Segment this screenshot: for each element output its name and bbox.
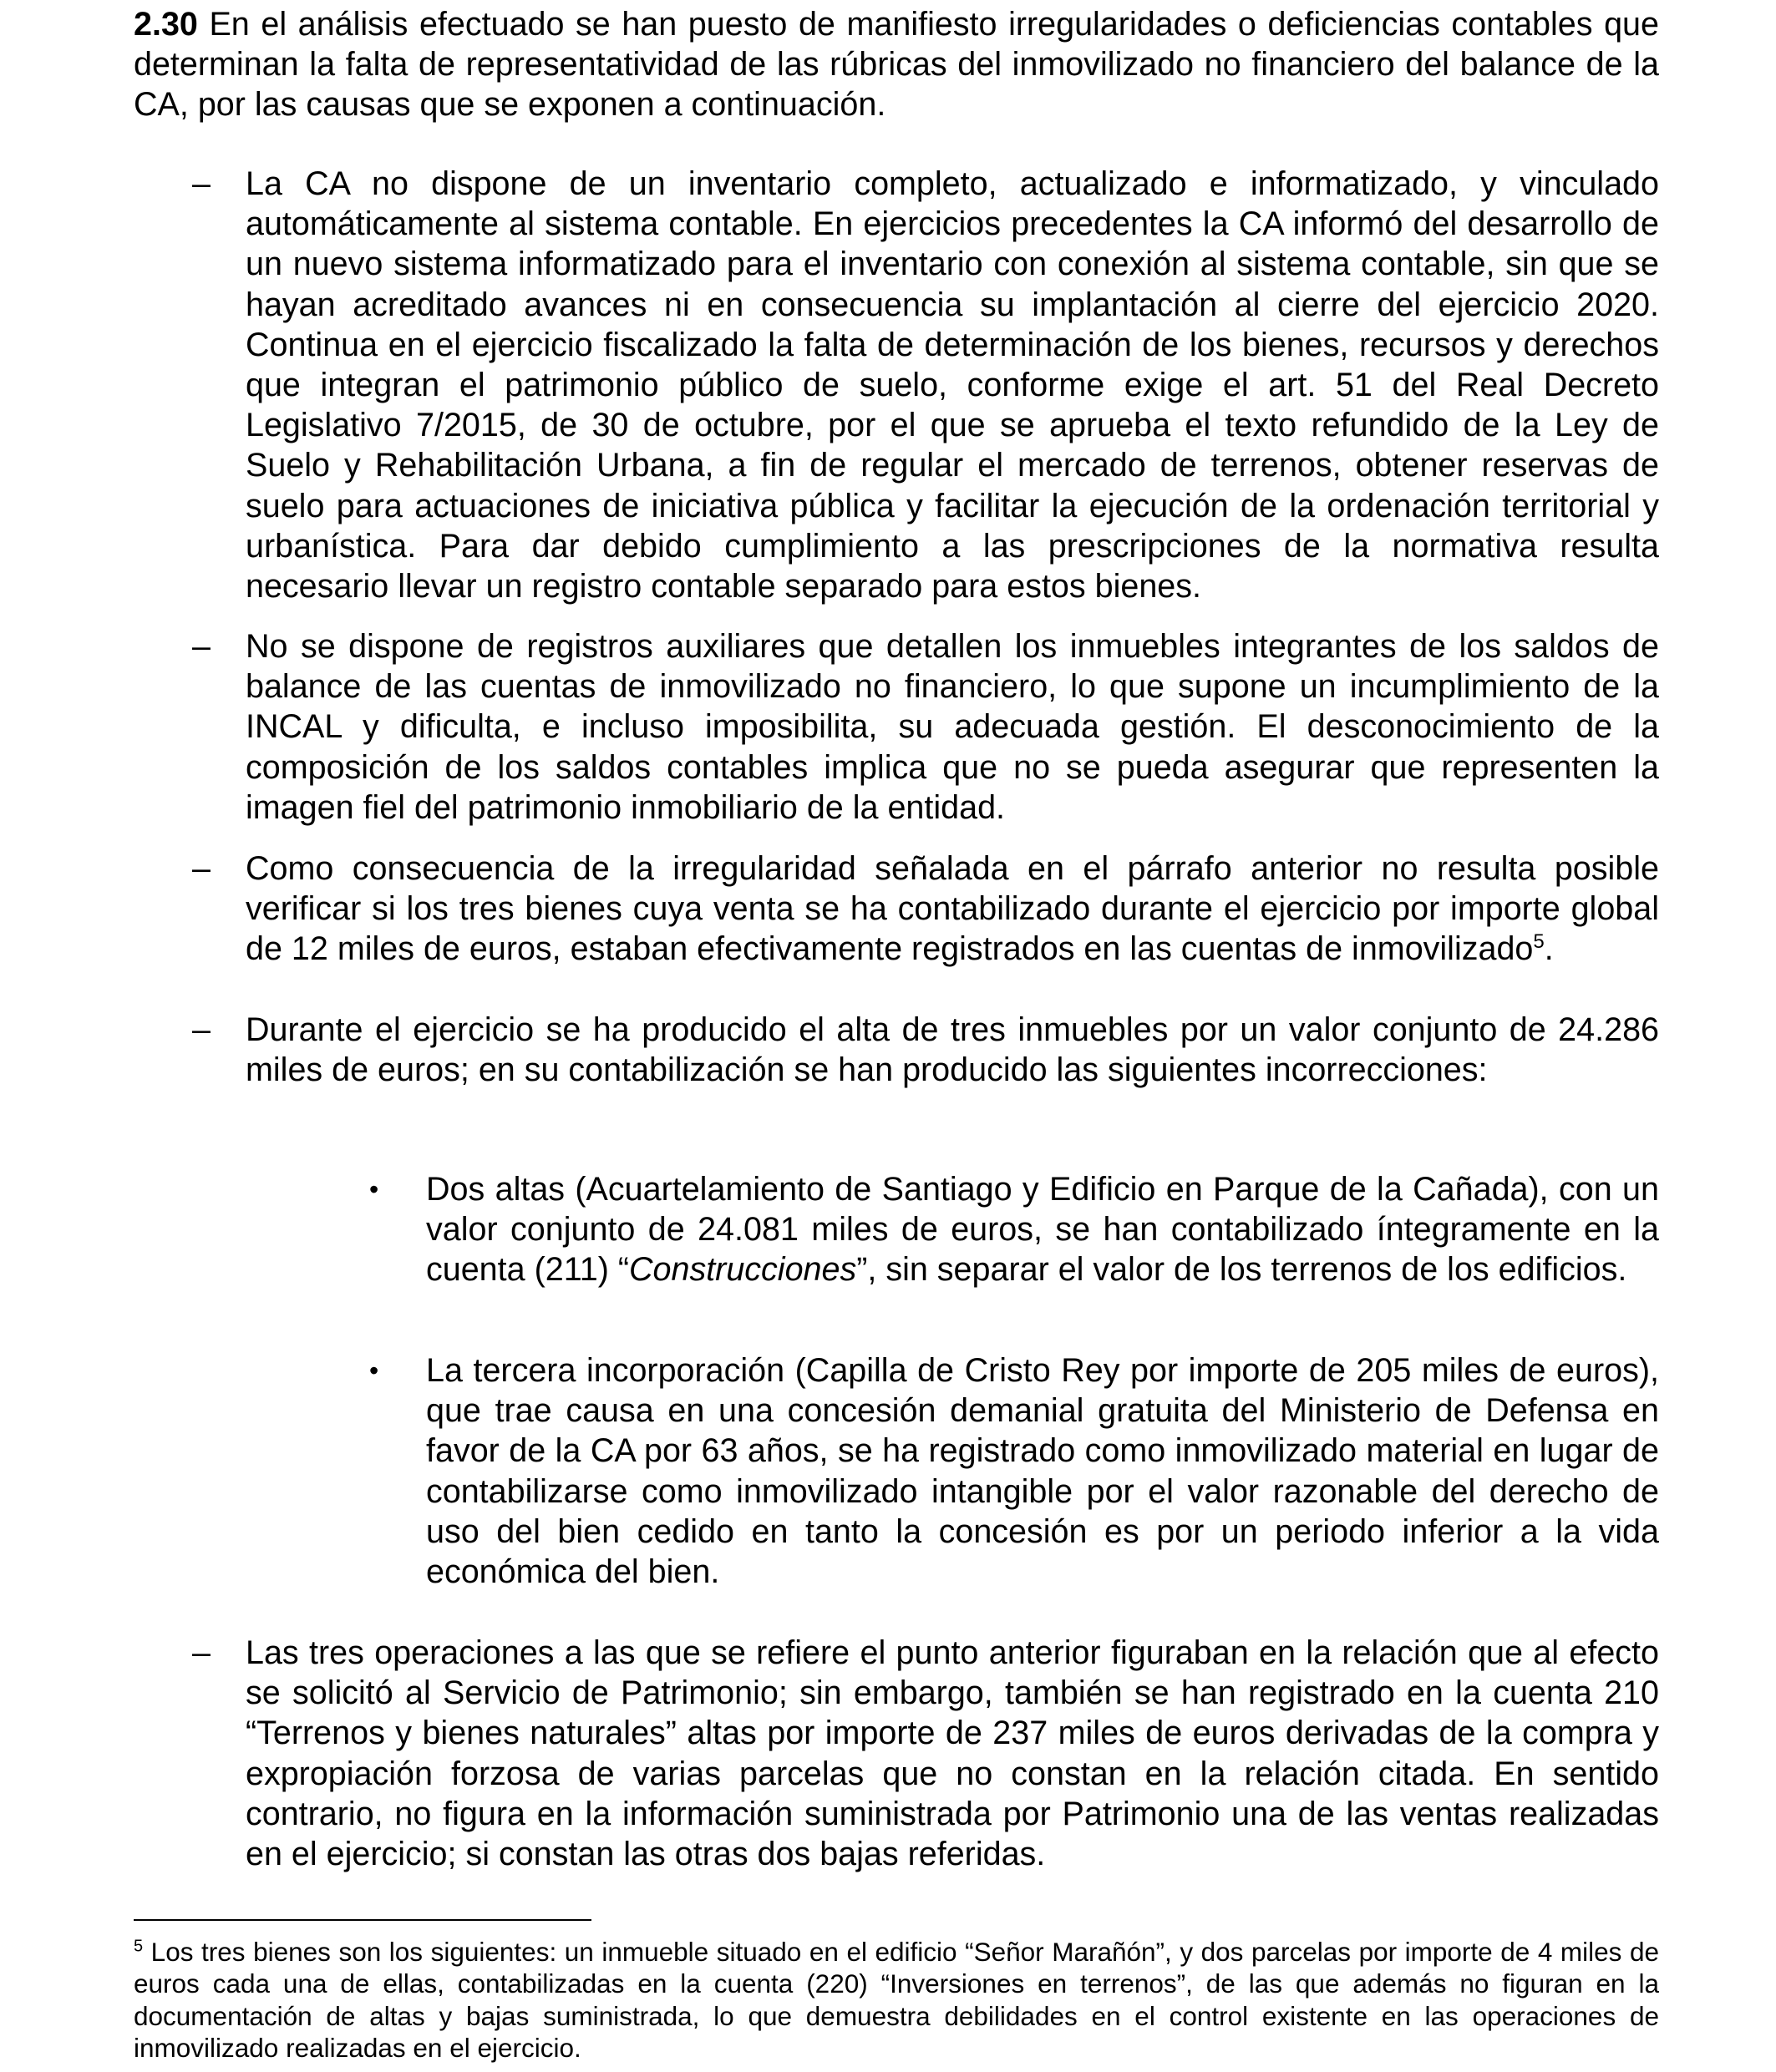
list-item-altas xyxy=(134,1010,1659,1090)
footnote-text: Los tres bienes son los siguientes: un inmueble situado en el edificio “Señor Marañón”, y dos parcelas por importe de 4 miles de euros cada una de ellas, contabilizadas en la cuenta (220) “Inversiones en terrenos”, de las que además no figuran en la documentación de altas y bajas suministrada, lo que demuestra debilidades en el control existente en las operaciones de inmovilizado realizadas en el ejercicio. xyxy=(134,1937,1659,2063)
bullet-text-italic: Construcciones xyxy=(628,1251,857,1289)
list-item-text: Las tres operaciones a las que se refiere el punto anterior figuraban en la relación que al efecto se solicitó al Servicio de Patrimonio; sin embargo, también se han registrado en la cuenta 210 “Terrenos y bienes naturales” altas por importe de 237 miles de euros derivadas de la compra y expropiación forzosa de varias parcelas que no constan en la relación citada. En sentido contrario, no figura en la información suministrada por Patrimonio una de las ventas realizadas en el ejercicio; si constan las otras dos bajas referidas. xyxy=(246,1634,1659,1873)
dash-marker: – xyxy=(192,628,211,665)
list-item-text: No se dispone de registros auxiliares que detallen los inmuebles integrantes de los saldos de balance de las cuentas de inmovilizado no financiero, lo que supone un incumplimiento de la INCAL y dificulta, e incluso imposibilita, su adecuada gestión. El desconocimiento de la composición de los saldos contables implica que no se pueda asegurar que representen la imagen fiel del patrimonio inmobiliario de la entidad. xyxy=(246,628,1659,826)
footnote-reference[interactable]: 5 xyxy=(1533,930,1545,954)
paragraph-2-30 xyxy=(134,4,1659,125)
list-item-tres-operaciones xyxy=(134,1633,1659,1874)
dash-marker: – xyxy=(192,165,211,202)
bullet-item-tercera-incorporacion xyxy=(134,1350,1659,1592)
bullet-text-pre: Dos altas (Acuartelamiento de Santiago y Edificio en Parque de la Cañada), con un valor conjunto de 24.081 miles de euros, se han contabilizado íntegramente en la cuenta (211) “ xyxy=(426,1171,1659,1289)
list-item-text-tail: . xyxy=(1544,930,1554,968)
list-item-inventario xyxy=(134,164,1659,606)
dash-marker: – xyxy=(192,850,211,887)
paragraph-intro: En el análisis efectuado se han puesto de manifiesto irregularidades o deficiencias contables que determinan la falta de representatividad de las rúbricas del inmovilizado no financiero del balance de la CA, por las causas que se exponen a continuación. xyxy=(134,6,1659,124)
bullet-item-dos-altas xyxy=(134,1169,1659,1290)
dash-marker: – xyxy=(192,1634,211,1671)
footnote-5 xyxy=(134,1936,1659,2064)
paragraph-number: 2.30 xyxy=(134,6,198,43)
bullet-item-text: La tercera incorporación (Capilla de Cristo Rey por importe de 205 miles de euros), que trae causa en una concesión demanial gratuita del Ministerio de Defensa en favor de la CA por 63 años, se ha registrado como inmovilizado material en lugar de contabilizarse como inmovilizado intangible por el valor razonable del derecho de uso del bien cedido en tanto la concesión es por un periodo inferior a la vida económica del bien. xyxy=(426,1352,1659,1591)
footnote-separator xyxy=(134,1919,591,1921)
list-item-text: Durante el ejercicio se ha producido el alta de tres inmuebles por un valor conjunto de 24.286 miles de euros; en su contabilización se han producido las siguientes incorrecciones: xyxy=(246,1011,1659,1089)
dash-marker: – xyxy=(192,1011,211,1048)
bullet-item-text xyxy=(426,1169,1659,1290)
list-item-text: La CA no dispone de un inventario completo, actualizado e informatizado, y vinculado automáticamente al sistema contable. En ejercicios precedentes la CA informó del desarrollo de un nuevo sistema informatizado para el inventario con conexión al sistema contable, sin que se hayan acreditado avances ni en consecuencia su implantación al cierre del ejercicio 2020. Continua en el ejercicio fiscalizado la falta de determinación de los bienes, recursos y derechos que integran el patrimonio público de suelo, conforme exige el art. 51 del Real Decreto Legislativo 7/2015, de 30 de octubre, por el que se aprueba el texto refundido de la Ley de Suelo y Rehabilitación Urbana, a fin de regular el mercado de terrenos, obtener reservas de suelo para actuaciones de iniciativa pública y facilitar la ejecución de la ordenación territorial y urbanística. Para dar debido cumplimiento a las prescripciones de la normativa resulta necesario llevar un registro contable separado para estos bienes. xyxy=(246,165,1659,605)
list-item-text-body: Como consecuencia de la irregularidad señalada en el párrafo anterior no resulta posible verificar si los tres bienes cuya venta se ha contabilizado durante el ejercicio por importe global de 12 miles de euros, estaban efectivamente registrados en las cuentas de inmovilizado xyxy=(246,850,1659,968)
list-item-registros-auxiliares xyxy=(134,626,1659,828)
bullet-text-post: ”, sin separar el valor de los terrenos de los edificios. xyxy=(856,1251,1627,1289)
list-item-text xyxy=(246,849,1659,970)
list-item-ventas xyxy=(134,849,1659,970)
bullet-marker: • xyxy=(369,1174,379,1204)
bullet-marker: • xyxy=(369,1355,379,1386)
footnote-marker: 5 xyxy=(134,1937,144,1956)
